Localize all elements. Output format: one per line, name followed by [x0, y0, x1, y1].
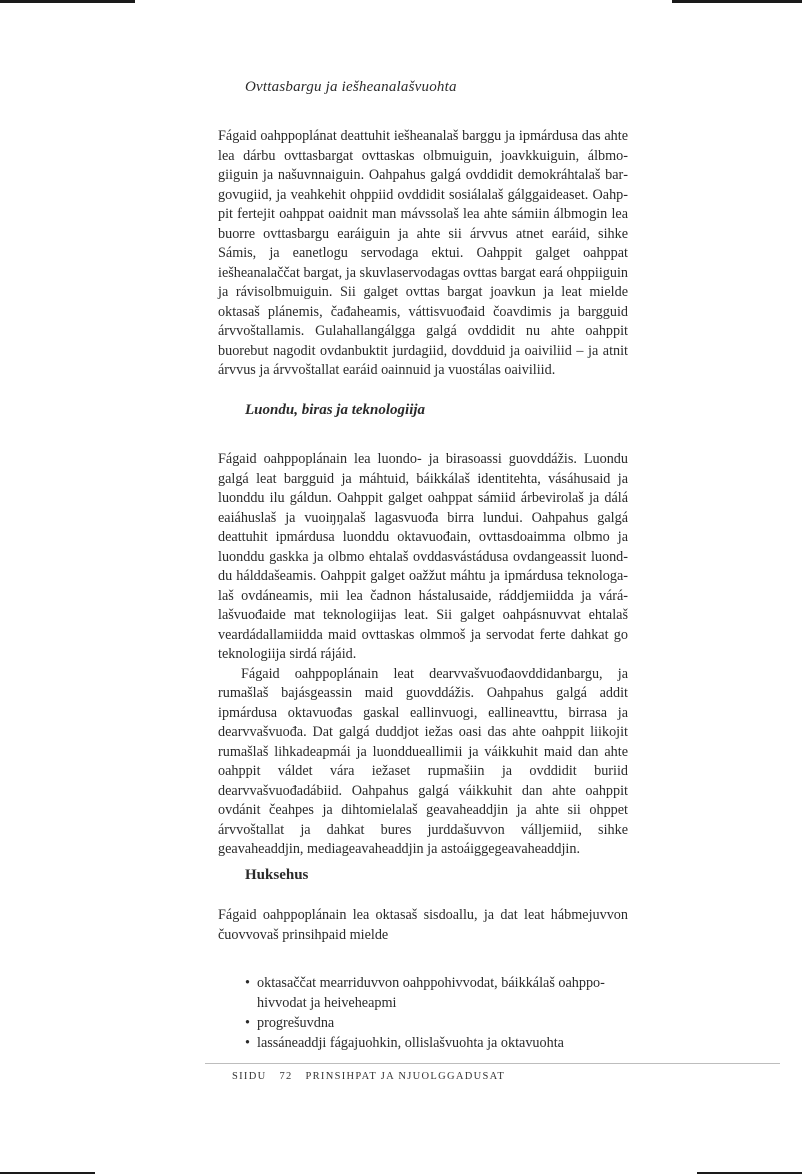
bullet-text: lassáneaddji fágajuohkin, ollislašvuohta ja oktavuohta: [257, 1035, 564, 1051]
section-luondu: [218, 399, 628, 860]
section-heading: Luondu, biras ja teknologiija: [245, 402, 426, 418]
scan-edge-top-right: [672, 0, 802, 3]
section-huksehus: [218, 864, 628, 1053]
bullet-dot-icon: •: [245, 975, 250, 991]
section-heading: Huksehus: [245, 867, 309, 883]
section-paragraph: Fágaid oahppoplánain lea oktasaš sisdoallu, ja dat leat hábmejuvvon čuovvovaš prinsihpaid mielde: [218, 907, 628, 943]
bullet-list: [218, 973, 628, 1053]
bullet-item: [245, 1013, 628, 1033]
bullet-text: progrešuvdna: [257, 1015, 335, 1031]
section-paragraph: Fágaid oahppoplánain lea luondo- ja birasoassi guovddážis. Luondu galgá leat bargguid ja máhtuid, báikkálaš identitehta, vásáhusaid ja luonddu ilu gáldun. Oahppit galget oahppat sámiid árbevirolaš ja dálá eaiáhuslaš ja vuoiŋŋalaš lagasvuođa birra lundui. Oahpahus galgá deattuhit ipmárdusa luonddu oktavuođain, ovttasdoaimma olbmo ja luonddu gaskka ja olbmo ehtalaš ovddasvástádusa ovdangeassit luonddu hálddašeamis. Oahppit galget oažžut máhtu ja ipmárdusa teknologalaš ovdáneamis, mii lea čadnon hástalusaide, ráddjemiidda ja várálašvuođaide mat teknologiijas leat. Sii galget oahpásnuvvat ehtalaš veardádallamiidda maid ovttaskas olmmoš ja servodat ferte dahkat go teknologiija sirdá rájáid.: [218, 451, 628, 662]
footer-page-number: 72: [279, 1071, 293, 1082]
footer-rule: [205, 1063, 780, 1064]
bullet-item: [245, 1033, 628, 1053]
scan-edge-top-left: [0, 0, 135, 3]
section-heading: Ovttasbargu ja iešheanalašvuohta: [245, 79, 457, 95]
section-ovttasbargu: [218, 76, 628, 381]
bullet-item: [245, 973, 628, 1013]
section-paragraph: Fágaid oahppoplánat deattuhit iešheanalaš barggu ja ipmárdusa das ahte lea dárbu ovttasbargat ovttaskas olbmuiguin, joavkkuiguin, álbmogiiguin ja našuvnnaiguin. Oahpahus galgá ovddidit demokráhtalaš bargovugiid, ja veahkehit ohppiid ovddidit sosiálalaš gálggaideaset. Oahppit fertejit oahppat oaidnit man mávssolaš lea ahte sámiin álbmogin lea buorre ovttasbargu earáiguin ja ahte sii árvvus atnet earáid, sihke Sámis, ja eanetlogu servodaga ektui. Oahppit galget oahppat iešheanalaččat bargat, ja skuvlaservodagas ovttas bargat eará ohppiiguin ja rávisolbmuiguin. Sii galget ovttas bargat joavkun ja leat mielde oktasaš plánemis, čađaheamis, váttisvuođaid čoavdimis ja bargguid árvvoštallamis. Gulahallangálgga galgá ovddidit nu ahte oahppit buorebut nagodit ovdanbuktit jurdagiid, dovdduid ja oaiviliid – ja atnit árvvus ja árvvoštallat earáid oainnuid ja vuostálas oaiviliid.: [218, 128, 628, 378]
page-footer: [232, 1071, 514, 1082]
bullet-dot-icon: •: [245, 1035, 250, 1051]
footer-title: PRINSIHPAT JA NJUOLGGADUSAT: [305, 1071, 506, 1082]
footer-page-label: SIIDU: [232, 1071, 267, 1082]
section-paragraph: Fágaid oahppoplánain leat dearvvašvuođaovddidanbargu, ja rumašlaš bajásgeassin maid guovddážis. Oahpahus galgá addit ipmárdusa oktavuođas gaskal eallinvuogi, eallineavttu, birrasa ja dearvvašvuođa. Dat galgá duddjot iežas oasi das ahte oahppit liikojit rumašlaš lihkadeapmái ja luonddueallimii ja váikkuhit maid dan ahte oahppit váldet vára iežaset rupmašiin ja ovddidit buriid dearvvašvuođadábiid. Oahpahus galgá váikkuhit dan ahte oahppit ovdánit čeahpes ja dihtomielalaš geavaheaddjin ja ahte sii ohppet árvvoštallat ja dahkat bures jurddašuvvon válljemiid, sihke geavaheaddjin, mediageavaheaddjin ja astoáiggegeavaheaddjin.: [218, 665, 628, 857]
bullet-text: oktasaččat mearriduvvon oahppohivvodat, báikkálaš oahppohivvodat ja heiveheapmi: [257, 975, 605, 1011]
bullet-dot-icon: •: [245, 1015, 250, 1031]
